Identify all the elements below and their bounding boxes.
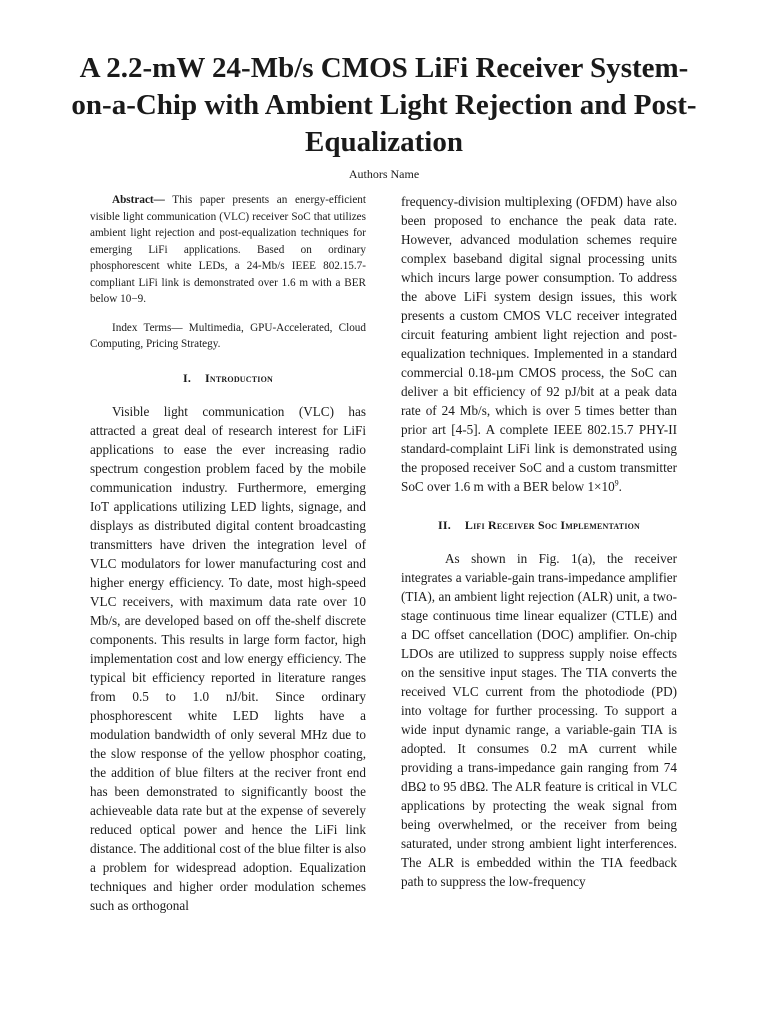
authors-name: Authors Name (348, 167, 420, 181)
intro-paragraph: Visible light communication (VLC) has attracted a great deal of research interest for LiFi applications to ease the ever increasing radio spectrum congestion problem faced by the mobile communication industry. Furthermore, emerging IoT applications utilizing LED lights, signage, and displays as distributed digital content broadcasting transmitters have driven the integration level of VLC modulators for lower manufacturing cost and higher energy efficiency. To date, most high-speed VLC receivers, with maximum data rate over 10 Mb/s, are developed based on off the-shelf discrete components. This results in large form factor, high implementation cost and low energy efficiency. The typical bit efficiency reported in literature ranges from 0.5 to 1.0 nJ/bit. Since ordinary phosphorescent white LED lights have a modulation bandwidth of only several MHz due to the slow response of the yellow phosphor coating, the addition of blue filters at the reciver front end has been demonstrated to significantly boost the achieveable data rate but at the expense of severely reduced optical power and hence the LiFi link distance. The additional cost of the blue filter is also a problem for widespread adoption. Equalization techniques and higher order modulation schemes such as orthogonal (90, 403, 366, 913)
section-heading-introduction (90, 369, 366, 388)
ber-exponent: 9 (614, 478, 619, 488)
abstract (90, 192, 366, 308)
intro-paragraph-continued (401, 192, 677, 496)
section-title: Introduction (205, 370, 274, 385)
left-column (90, 192, 366, 915)
paper-title: A 2.2-mW 24-Mb/s CMOS LiFi Receiver System-on-a-Chip with Ambient Light Rejection and Post-Equalization (71, 52, 697, 158)
intro-continued-text: frequency-division multiplexing (OFDM) have also been proposed to enchance the peak data rate. However, advanced modulation schemes require complex baseband digital signal processing units which incurs large power consumption. To address the above LiFi system design issues, this work presents a custom CMOS VLC receiver integrated circuit featuring ambient light rejection and post-equalization techniques. Implemented in a standard commercial 0.18-µm CMOS process, the SoC can deliver a bit efficiency of 92 pJ/bit at a peak data rate of 24 Mb/s, which is over 5 times better than prior art [4-5]. A complete IEEE 802.15.7 PHY-II standard-complaint LiFi link is demonstrated using the proposed receiver SoC and a custom transmitter SoC over 1.6 m with a BER below 1×10 (401, 194, 677, 494)
intro-continued-end: . (618, 479, 622, 494)
section-heading-implementation (401, 516, 677, 535)
section-number: II. (437, 518, 451, 532)
implementation-paragraph: As shown in Fig. 1(a), the receiver integrates a variable-gain trans-impedance amplifier (TIA), an ambient light rejection (ALR) unit, a two-stage continuous time linear equalizer (CTLE) and a DC offset cancellation (DOC) amplifier. On-chip LDOs are utilized to suppress supply noise effects on the sensitive input stages. The TIA converts the received VLC current from the photodiode (PD) into voltage for further processing. To support a wide input dynamic range, a variable-gain TIA is adopted. It consumes 0.2 mA current while providing a trans-impedance gain ranging from 74 dBΩ to 95 dBΩ. The ALR feature is critical in VLC applications by protecting the weak signal from being overwhelmed, or the receiver from being saturated, under strong ambient light interferences. The ALR is embedded within the TIA feedback path to suppress the low-frequency (401, 551, 677, 889)
section-title: Lifi Receiver Soc Implementation (464, 518, 641, 532)
section-number: I. (182, 370, 192, 385)
abstract-text: This paper presents an energy-efficient visible light communication (VLC) receiver SoC that utilizes ambient light rejection and post-equalization techniques for emerging LiFi applications. Based on ordinary phosphorescent white LEDs, a 24-Mb/s IEEE 802.15.7-compliant LiFi link is demonstrated over 1.6 m with a BER below 10−9. (90, 194, 366, 305)
index-terms: Index Terms— Multimedia, GPU-Accelerated, Cloud Computing, Pricing Strategy. (90, 321, 366, 350)
right-column (401, 192, 677, 891)
abstract-label: Abstract— (112, 194, 165, 206)
